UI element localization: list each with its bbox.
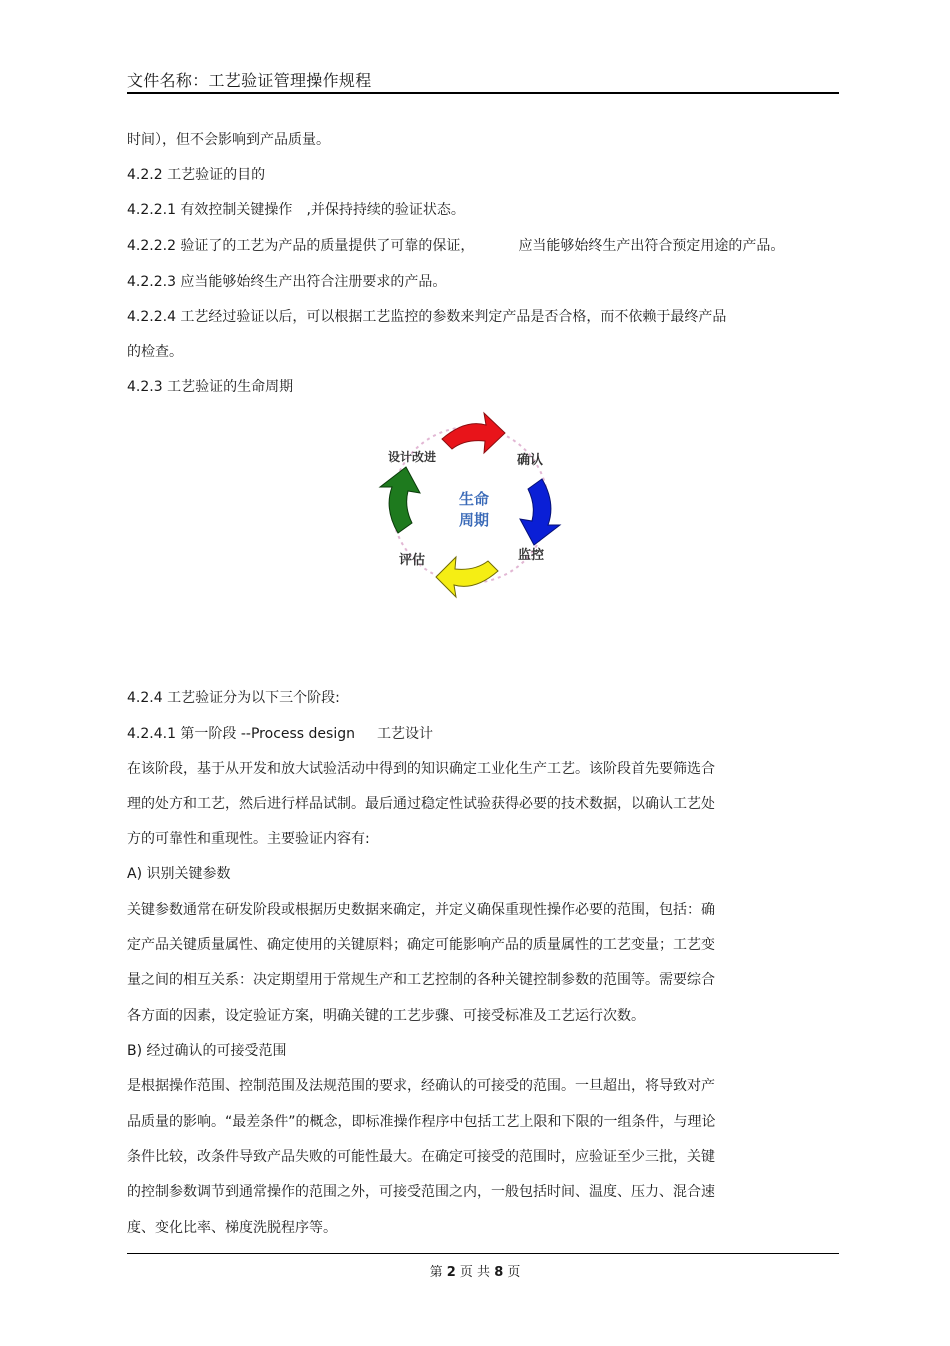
page-mid: 页 共	[459, 1265, 491, 1280]
lifecycle-diagram	[370, 405, 570, 605]
paragraph-line: 理的处方和工艺，然后进行样品试制。最后通过稳定性试验获得必要的技术数据，以确认工艺处	[127, 796, 715, 812]
paragraph-line: 定产品关键质量属性、确定使用的关键原料；确定可能影响产品的质量属性的工艺变量；工艺变	[127, 937, 715, 953]
section-heading-4-2-3: 4.2.3 工艺验证的生命周期	[127, 379, 294, 395]
paragraph-line: 品质量的影响。“最差条件”的概念，即标准操作程序中包括工艺上限和下限的一组条件，与理论	[127, 1114, 716, 1130]
list-item-text: 工艺设计	[377, 726, 433, 742]
document-title: 文件名称：工艺验证管理操作规程	[127, 71, 372, 90]
section-heading-4-2-4: 4.2.4 工艺验证分为以下三个阶段:	[127, 690, 340, 706]
list-item-text: 4.2.4.1 第一阶段 --Process design	[127, 726, 355, 742]
list-item-text: 4.2.2.1 有效控制关键操作	[127, 202, 293, 218]
list-item-text: 应当能够始终生产出符合预定用途的产品。	[518, 238, 785, 254]
paragraph-line: 各方面的因素，设定验证方案，明确关键的工艺步骤、可接受标准及工艺运行次数。	[127, 1008, 645, 1024]
page-number	[0, 1261, 950, 1280]
paragraph-line: 是根据操作范围、控制范围及法规范围的要求，经确认的可接受的范围。一旦超出，将导致对产	[127, 1078, 715, 1094]
list-item-4-2-2-1	[127, 200, 465, 220]
paragraph-line: 量之间的相互关系：决定期望用于常规生产和工艺控制的各种关键控制参数的范围等。需要综合	[127, 972, 715, 988]
diagram-center-label: 生命	[458, 490, 490, 508]
current-page: 2	[446, 1265, 456, 1280]
paragraph-line: 的检查。	[127, 344, 183, 360]
subheading-a: A) 识别关键参数	[127, 866, 231, 882]
subheading-b: B) 经过确认的可接受范围	[127, 1043, 287, 1059]
diagram-center-label: 周期	[458, 511, 490, 529]
paragraph-line: 时间），但不会影响到产品质量。	[127, 132, 330, 148]
green-arrow-icon	[380, 467, 420, 533]
yellow-arrow-icon	[436, 557, 498, 597]
list-item-4-2-2-4: 4.2.2.4 工艺经过验证以后，可以根据工艺监控的参数来判定产品是否合格，而不依赖于最终产品	[127, 309, 727, 325]
label-confirm: 确认	[516, 453, 544, 468]
page-prefix: 第	[429, 1265, 443, 1280]
paragraph-line: 方的可靠性和重现性。主要验证内容有:	[127, 831, 370, 847]
list-item-text: 4.2.2.2 验证了的工艺为产品的质量提供了可靠的保证，	[127, 238, 475, 254]
page-suffix: 页	[507, 1265, 521, 1280]
header-divider	[127, 92, 839, 94]
total-pages: 8	[494, 1265, 504, 1280]
list-item-text: ,并保持持续的验证状态。	[306, 202, 465, 218]
list-item-4-2-2-3: 4.2.2.3 应当能够始终生产出符合注册要求的产品。	[127, 274, 447, 290]
section-heading-4-2-2: 4.2.2 工艺验证的目的	[127, 167, 266, 183]
blue-arrow-icon	[520, 479, 560, 545]
label-monitor: 监控	[517, 548, 545, 563]
paragraph-line: 关键参数通常在研发阶段或根据历史数据来确定，并定义确保重现性操作必要的范围，包括：确	[127, 902, 715, 918]
paragraph-line: 的控制参数调节到通常操作的范围之外，可接受范围之内，一般包括时间、温度、压力、混合速	[127, 1184, 715, 1200]
list-item-4-2-2-2	[127, 236, 784, 256]
paragraph-line: 度、变化比率、梯度洗脱程序等。	[127, 1220, 337, 1236]
label-design-improve: 设计改进	[387, 450, 437, 464]
footer-divider	[127, 1253, 839, 1254]
paragraph-line: 在该阶段，基于从开发和放大试验活动中得到的知识确定工业化生产工艺。该阶段首先要筛选合	[127, 761, 715, 777]
list-item-4-2-4-1	[127, 724, 433, 744]
paragraph-line: 条件比较，改条件导致产品失败的可能性最大。在确定可接受的范围时，应验证至少三批，关键	[127, 1149, 715, 1165]
red-arrow-icon	[442, 413, 505, 453]
label-evaluate: 评估	[398, 553, 426, 568]
